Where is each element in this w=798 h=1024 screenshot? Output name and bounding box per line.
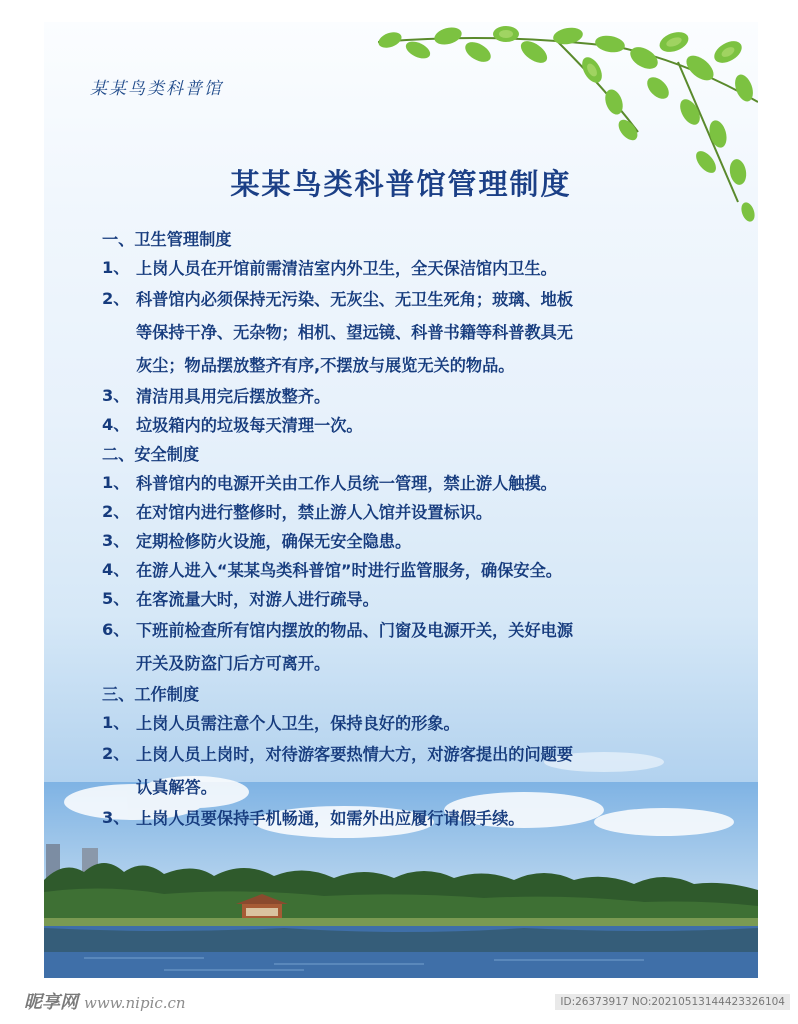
rule-text: 科普馆内必须保持无污染、无灰尘、无卫生死角；玻璃、地板 bbox=[136, 290, 574, 309]
watermark-logo-text: 昵享网 bbox=[24, 992, 78, 1013]
rule-text: 在对馆内进行整修时，禁止游人入馆并设置标识。 bbox=[136, 503, 493, 522]
rule-item bbox=[102, 738, 758, 804]
rule-item bbox=[102, 411, 758, 440]
rule-item bbox=[102, 527, 758, 556]
rule-number: 2、 bbox=[102, 289, 130, 308]
rules-section bbox=[102, 225, 758, 440]
brand-name: 某某鸟类科普馆 bbox=[90, 79, 223, 99]
rules-section bbox=[102, 680, 758, 833]
rule-text: 灰尘；物品摆放整齐有序,不摆放与展览无关的物品。 bbox=[136, 356, 515, 375]
rule-number: 2、 bbox=[102, 744, 130, 763]
rule-item bbox=[102, 283, 758, 382]
rule-item bbox=[102, 254, 758, 283]
watermark-id: ID:26373917 NO:20210513144423326104 bbox=[555, 994, 790, 1010]
section-heading-hygiene: 一、卫生管理制度 bbox=[102, 230, 232, 249]
rule-text: 在客流量大时，对游人进行疏导。 bbox=[136, 590, 379, 609]
rule-text: 科普馆内的电源开关由工作人员统一管理，禁止游人触摸。 bbox=[136, 474, 557, 493]
rule-number: 4、 bbox=[102, 415, 130, 434]
rule-item bbox=[102, 498, 758, 527]
rule-number: 5、 bbox=[102, 589, 130, 608]
rule-number: 3、 bbox=[102, 531, 130, 550]
rules-section bbox=[102, 440, 758, 680]
rule-number: 4、 bbox=[102, 560, 130, 579]
rule-number: 1、 bbox=[102, 473, 130, 492]
rule-item bbox=[102, 804, 758, 833]
rules-content bbox=[102, 225, 758, 833]
rule-text: 下班前检查所有馆内摆放的物品、门窗及电源开关，关好电源 bbox=[136, 621, 574, 640]
section-heading-safety: 二、安全制度 bbox=[102, 445, 200, 464]
rule-text: 上岗人员要保持手机畅通，如需外出应履行请假手续。 bbox=[136, 809, 525, 828]
rule-number: 1、 bbox=[102, 713, 130, 732]
rule-number: 1、 bbox=[102, 258, 130, 277]
rule-item bbox=[102, 709, 758, 738]
rule-text: 开关及防盗门后方可离开。 bbox=[136, 654, 331, 673]
rule-item bbox=[102, 382, 758, 411]
section-heading-work: 三、工作制度 bbox=[102, 685, 200, 704]
rule-text: 在游人进入“某某鸟类科普馆”时进行监管服务，确保安全。 bbox=[136, 561, 562, 580]
rule-number: 3、 bbox=[102, 808, 130, 827]
rule-text: 上岗人员上岗时，对待游客要热情大方，对游客提出的问题要 bbox=[136, 745, 574, 764]
poster bbox=[44, 22, 758, 978]
watermark-logo bbox=[24, 988, 186, 1014]
rule-text: 垃圾箱内的垃圾每天清理一次。 bbox=[136, 416, 363, 435]
rule-item bbox=[102, 585, 758, 614]
rule-number: 6、 bbox=[102, 620, 130, 639]
rule-item bbox=[102, 469, 758, 498]
watermark-site: www.nipic.cn bbox=[84, 994, 186, 1012]
rule-text: 认真解答。 bbox=[136, 778, 217, 797]
rule-text: 上岗人员需注意个人卫生，保持良好的形象。 bbox=[136, 714, 460, 733]
rule-number: 2、 bbox=[102, 502, 130, 521]
rule-text: 上岗人员在开馆前需清洁室内外卫生，全天保洁馆内卫生。 bbox=[136, 259, 557, 278]
page-title: 某某鸟类科普馆管理制度 bbox=[230, 167, 572, 201]
rule-item bbox=[102, 556, 758, 585]
rule-text: 定期检修防火设施，确保无安全隐患。 bbox=[136, 532, 412, 551]
rule-number: 3、 bbox=[102, 386, 130, 405]
rule-text: 清洁用具用完后摆放整齐。 bbox=[136, 387, 331, 406]
rule-text: 等保持干净、无杂物；相机、望远镜、科普书籍等科普教具无 bbox=[136, 323, 574, 342]
rule-item bbox=[102, 614, 758, 680]
